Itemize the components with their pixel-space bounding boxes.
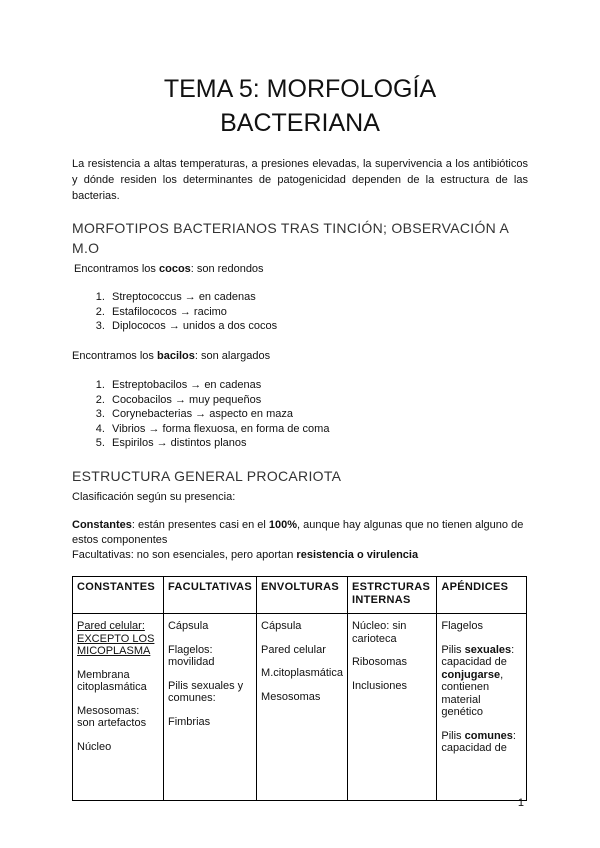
cell-item: Fimbrias <box>167 715 211 728</box>
cell-item: Pilis sexuales: capacidad de conjugarse, contienen material genético <box>441 643 515 718</box>
cell-item: Pilis comunes: capacidad de <box>441 729 516 754</box>
clasificacion-text: Clasificación según su presencia: <box>72 491 236 503</box>
constantes-text: Constantes: están presentes casi en el 100%, aunque hay algunas que no tienen alguno de estos componentes <box>72 519 524 546</box>
list-item: 3. Corynebacterias → aspecto en maza <box>108 407 329 422</box>
cell-item: Pared celular <box>261 643 326 656</box>
list-item: 5. Espirilos → distintos planos <box>108 436 329 451</box>
cell-item: Núcleo <box>77 740 112 753</box>
cell-internas <box>347 614 436 801</box>
table-header: ESTRCTURAS INTERNAS <box>347 577 436 614</box>
table-header: ENVOLTURAS <box>257 577 348 614</box>
intro-paragraph: La resistencia a altas temperaturas, a presiones elevadas, la supervivencia a los antibióticos y dónde residen los determinantes de patogenicidad dependen de la estructura de las bacterias. <box>72 158 528 202</box>
page-title <box>0 72 600 140</box>
list-item: 3. Diplococos → unidos a dos cocos <box>108 319 277 334</box>
cocos-list <box>72 290 277 334</box>
cell-item: Mesosomas <box>261 690 321 703</box>
cell-item: Ribosomas <box>351 656 407 668</box>
cell-item: Inclusiones <box>351 679 408 692</box>
cell-item: Pilis sexuales y comunes: <box>167 679 244 704</box>
title-line-2: BACTERIANA <box>220 109 380 137</box>
list-item: 4. Vibrios → forma flexuosa, en forma de coma <box>108 422 329 437</box>
bacilos-intro: Encontramos los bacilos: son alargados <box>72 350 271 362</box>
section-heading-morfotipos: MORFOTIPOS BACTERIANOS TRAS TINCIÓN; OBSERVACIÓN A M.O <box>72 220 509 256</box>
cell-apendices <box>437 614 527 801</box>
table-row <box>73 614 527 801</box>
table-header: CONSTANTES <box>73 577 164 614</box>
structure-table <box>72 576 527 801</box>
list-item: 2. Estafilococos → racimo <box>108 305 277 320</box>
cell-item: Cápsula <box>167 620 209 632</box>
table-header-row <box>73 577 527 614</box>
cocos-intro: Encontramos los cocos: son redondos <box>74 263 264 275</box>
cell-item: Flagelos: movilidad <box>167 643 215 668</box>
section-heading-estructura: ESTRUCTURA GENERAL PROCARIOTA <box>72 468 342 484</box>
title-line-1: TEMA 5: MORFOLOGÍA <box>163 75 437 103</box>
cell-constantes <box>73 614 164 801</box>
cell-item: Cápsula <box>261 620 302 632</box>
cell-facultativas <box>163 614 256 801</box>
table-header: FACULTATIVAS <box>163 577 256 614</box>
cell-item: Membrana citoplasmática <box>77 668 147 693</box>
cell-item: M.citoplasmática <box>261 667 343 679</box>
list-item: 1. Streptococcus → en cadenas <box>108 290 277 305</box>
list-item: 1. Estreptobacilos → en cadenas <box>108 378 329 393</box>
cell-item: Núcleo: sin carioteca <box>351 620 407 645</box>
cell-envolturas <box>257 614 348 801</box>
cell-item: Pared celular: EXCEPTO LOS MICOPLASMA <box>77 620 155 657</box>
list-item: 2. Cocobacilos → muy pequeños <box>108 393 329 408</box>
facultativas-text: Facultativas: no son esenciales, pero aportan resistencia o virulencia <box>72 549 419 561</box>
cell-item: Mesosomas: son artefactos <box>77 704 147 729</box>
page-number: 1 <box>517 797 524 809</box>
cell-item: Flagelos <box>441 620 483 632</box>
bacilos-list <box>72 378 329 451</box>
table-header: APÉNDICES <box>437 577 527 614</box>
